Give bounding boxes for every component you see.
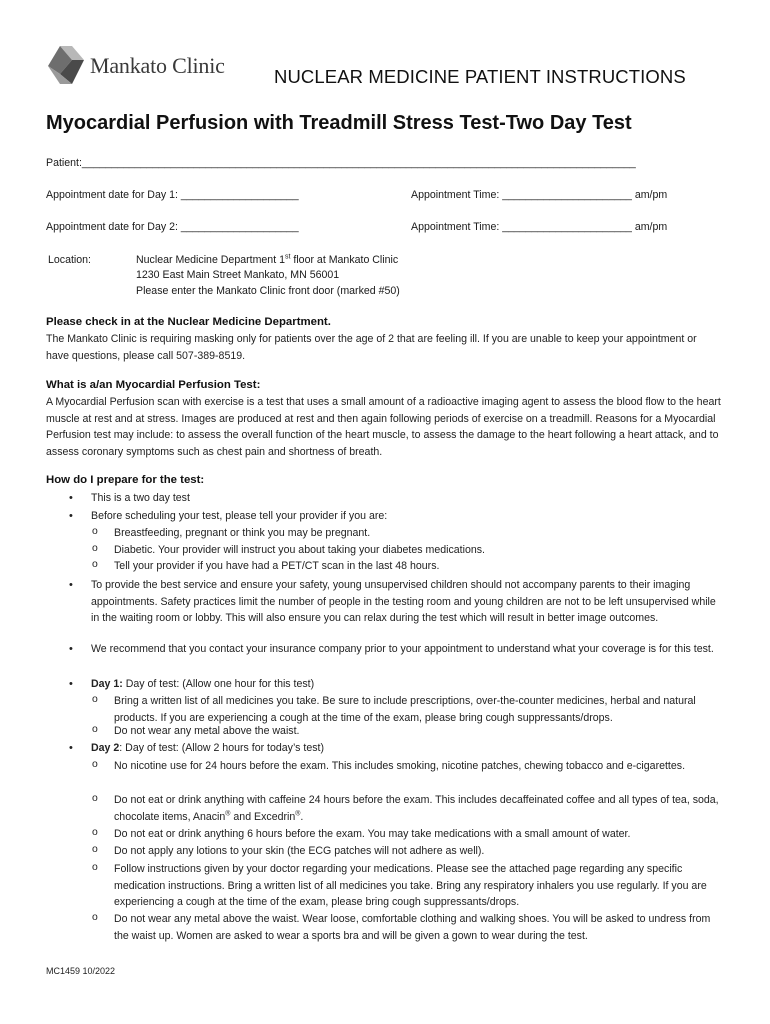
day2-time-field[interactable]: Appointment Time: ______________________ am/pm [411,221,668,233]
list-item-day2: • Day 2: Day of test: (Allow 2 hours for today’s test) [69,742,324,754]
list-item: • This is a two day test [69,492,190,504]
list-subitem: o Follow instructions given by your doctor regarding your medications. Please see the attached page regarding any specific medication instructions. Bring a written list of all medicines you take. Bring any respiratory inhalers you use regularly. If you are experiencing a cough at the time of the exam, please bring cough suppressants/drops. [92,862,707,908]
location-label: Location: [48,254,91,266]
location-line-3: Please enter the Mankato Clinic front door (marked #50) [136,285,400,297]
what-heading: What is a/an Myocardial Perfusion Test: [46,379,261,391]
prepare-heading: How do I prepare for the test: [46,474,205,486]
list-subitem: o Breastfeeding, pregnant or think you may be pregnant. [92,526,371,539]
list-item: • We recommend that you contact your insurance company prior to your appointment to understand what your coverage is for this test. [69,643,714,655]
what-body: A Myocardial Perfusion scan with exercise is a test that uses a small amount of a radioactive imaging agent to assess the blood flow to the heart muscle at rest and at stress. Images are produced at rest and then again following periods of exercise on a treadmill. Reasons for a Myocardial Perfusion test may include: to assess the overall function of the heart muscle, to assess the damage to the heart following a heart attack, and to assess coronary symptoms such as chest pain and shortness of breath. [46,396,721,458]
list-subitem: o Bring a written list of all medicines you take. Be sure to include prescriptions, over-the-counter medicines, herbal and natural products. If you are experiencing a cough at the time of the exam, please bring cough suppressants/drops. [92,694,696,724]
logo-text: Mankato Clinic [90,53,225,78]
list-subitem: o Do not wear any metal above the waist. Wear loose, comfortable clothing and walking shoes. You will be asked to undress from the waist up. Women are asked to wear a sports bra and will be given a gown to wear during the test. [92,912,711,942]
list-subitem: o Do not eat or drink anything with caffeine 24 hours before the exam. This includes decaffeinated coffee and all types of tea, soda, chocolate items, Anacin® and Excedrin®. [92,793,719,823]
mankato-clinic-logo-mark-icon [46,44,86,86]
location-line-1: Nuclear Medicine Department 1st floor at Mankato Clinic [136,253,399,266]
list-item: • To provide the best service and ensure your safety, young unsupervised children should not accompany parents to their imaging appointments. Safety practices limit the number of people in the testing room and young children are not to be left unsupervised while in the waiting room or lobby. This will also ensure you can relax during the test which will result in better image outcomes. [69,579,716,624]
list-item-day1: • Day 1: Day of test: (Allow one hour for this test) [69,678,315,690]
list-subitem: o Do not eat or drink anything 6 hours before the exam. You may take medications with a small amount of water. [92,827,631,840]
form-code-footer: MC1459 10/2022 [46,966,116,976]
day1-time-field[interactable]: Appointment Time: ______________________ am/pm [411,189,668,201]
day1-date-field[interactable]: Appointment date for Day 1: ____________________ [46,189,299,201]
list-subitem: o Do not wear any metal above the waist. [92,724,300,737]
document-title: Myocardial Perfusion with Treadmill Stress Test-Two Day Test [46,112,632,134]
header-title: NUCLEAR MEDICINE PATIENT INSTRUCTIONS [274,66,686,87]
list-item: • Before scheduling your test, please tell your provider if you are: [69,510,388,522]
checkin-heading: Please check in at the Nuclear Medicine Department. [46,316,331,328]
list-subitem: o No nicotine use for 24 hours before the exam. This includes smoking, nicotine patches, chewing tobacco and e-cigarettes. [92,759,686,772]
clinic-logo [46,44,246,90]
checkin-body: The Mankato Clinic is requiring masking only for patients over the age of 2 that are feeling ill. If you are unable to keep your appointment or have questions, please call 507-389-8519. [46,333,697,362]
patient-field[interactable]: Patient:______________________________________________________________________________________________ [46,157,636,169]
location-line-2: 1230 East Main Street Mankato, MN 56001 [136,269,340,281]
list-subitem: o Diabetic. Your provider will instruct you about taking your diabetes medications. [92,543,485,556]
day2-date-field[interactable]: Appointment date for Day 2: ____________________ [46,221,299,233]
list-subitem: o Tell your provider if you have had a PET/CT scan in the last 48 hours. [92,559,440,572]
list-subitem: o Do not apply any lotions to your skin (the ECG patches will not adhere as well). [92,844,485,857]
